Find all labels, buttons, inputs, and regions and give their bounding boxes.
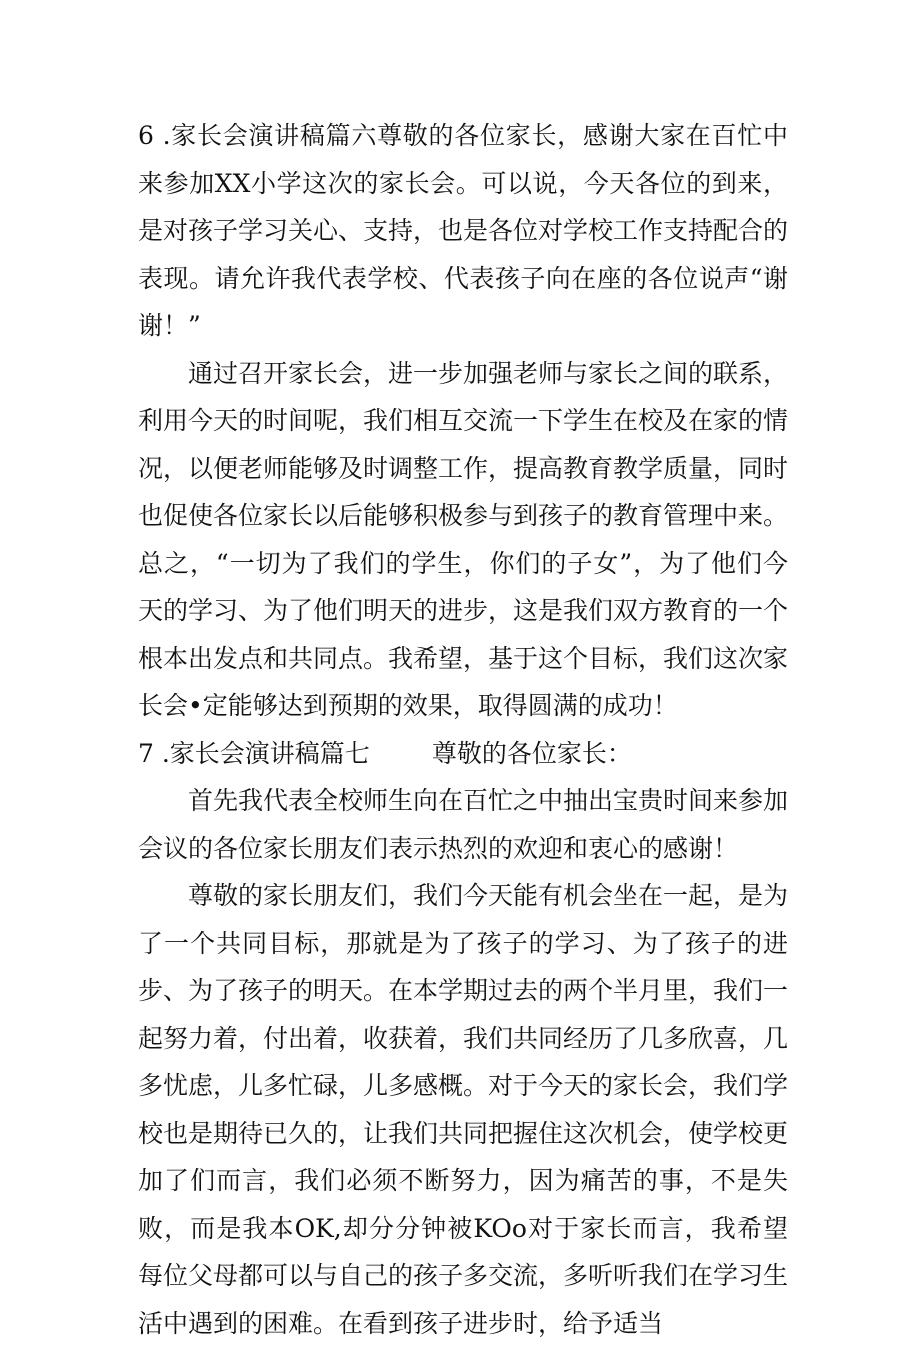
paragraph-meeting-purpose: 通过召开家长会，进一步加强老师与家长之间的联系，利用今天的时间呢，我们相互交流一下学生在校及在家的情况，以便老师能够及时调整工作，提高教育教学质量，同时也促使各位家长以后能够积极参与到孩子的教育管理中来。总之，“一切为了我们的学生，你们的子女”，为了他们今天的学习、为了他们明天的进步，这是我们双方教育的一个根本出发点和共同点。我希望，基于这个目标，我们这次家长会•定能够达到预期的效果，取得圆满的成功！ bbox=[138, 358, 789, 720]
section-7-title: 7 .家长会演讲稿篇七 bbox=[138, 738, 370, 768]
section-7-heading bbox=[138, 730, 788, 778]
paragraph-section-6: 6 .家长会演讲稿篇六尊敬的各位家长，感谢大家在百忙中来参加XX小学这次的家长会。可以说，今天各位的到来，是对孩子学习关心、支持，也是各位对学校工作支持配合的表现。请允许我代表学校、代表孩子向在座的各位说声“谢谢！” bbox=[138, 121, 789, 340]
paragraph-common-goal: 尊敬的家长朋友们，我们今天能有机会坐在一起，是为了一个共同目标，那就是为了孩子的学习、为了孩子的进步、为了孩子的明天。在本学期过去的两个半月里，我们一起努力着，付出着，收获着，我们共同经历了几多欣喜，几多忧虑，儿多忙碌，儿多感概。对于今天的家长会，我们学校也是期待已久的，让我们共同把握住这次机会，使学校更加了们而言，我们必须不断努力，因为痛苦的事，不是失败，而是我本OK,却分分钟被KOo对于家长而言，我希望每位父母都可以与自己的孩子多交流，多听听我们在学习生活中遇到的困难。在看到孩子进步时，给予适当 bbox=[138, 881, 789, 1338]
document-page bbox=[138, 112, 788, 1347]
section-7-salutation: 尊敬的各位家长： bbox=[431, 738, 632, 768]
paragraph-welcome: 首先我代表全校师生向在百忙之中抽出宝贵时间来参加会议的各位家长朋友们表示热烈的欢迎和衷心的感谢！ bbox=[138, 786, 789, 863]
